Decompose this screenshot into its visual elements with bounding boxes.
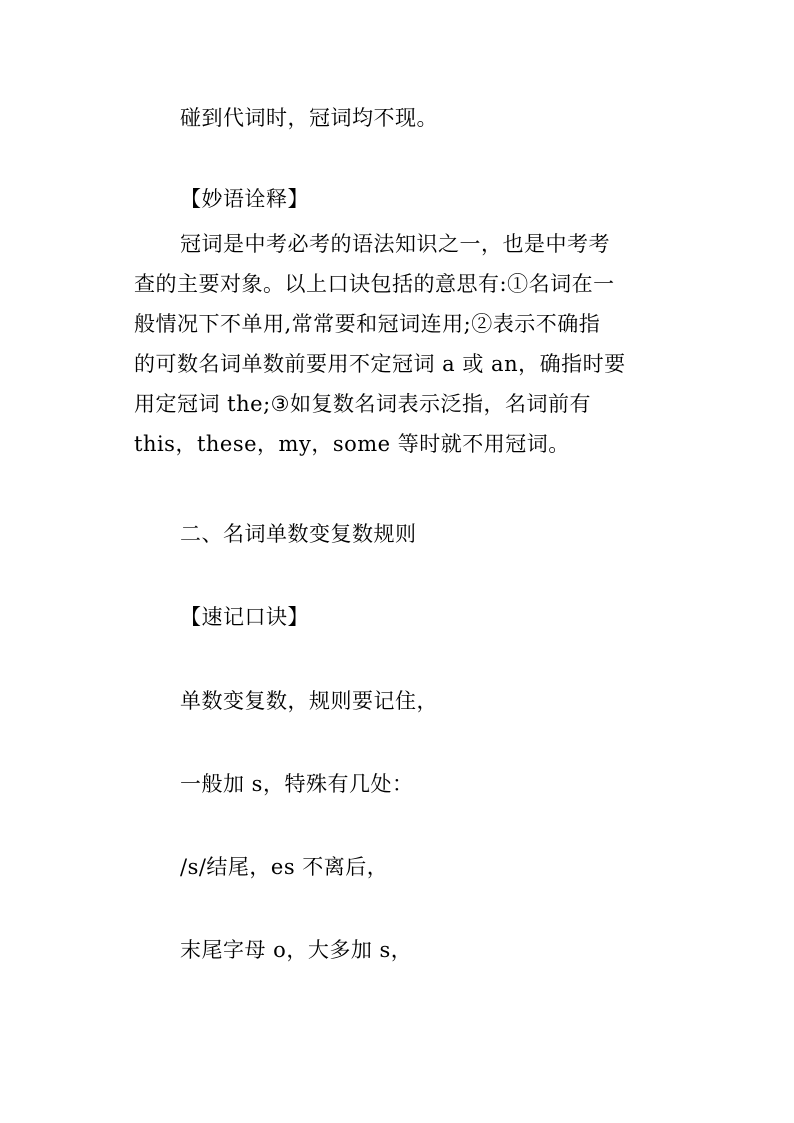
explain-line: 的可数名词单数前要用不定冠词 a 或 an，确指时要 [134, 352, 626, 376]
explain-paragraph [134, 224, 660, 464]
mnemonic-line: /s/结尾，es 不离后， [180, 855, 389, 879]
explain-line: 般情况下不单用,常常要和冠词连用;②表示不确指 [134, 312, 601, 336]
explain-line: this，these，my，some 等时就不用冠词。 [134, 432, 570, 456]
mnemonic-line: 一般加 s，特殊有几处： [180, 772, 414, 796]
pronoun-rule-line: 碰到代词时，冠词均不现。 [180, 106, 438, 130]
section-two-title: 二、名词单数变复数规则 [180, 522, 417, 546]
mnemonic-line: 单数变复数，规则要记住， [180, 689, 438, 713]
mnemonic-line: 末尾字母 o，大多加 s， [180, 938, 413, 962]
mnemonic-heading: 【速记口诀】 [180, 605, 309, 629]
explain-line: 查的主要对象。以上口诀包括的意思有:①名词在一 [134, 272, 615, 296]
explain-line: 用定冠词 the;③如复数名词表示泛指，名词前有 [134, 392, 591, 416]
explain-line: 冠词是中考必考的语法知识之一，也是中考考 [180, 232, 610, 256]
explain-heading: 【妙语诠释】 [180, 187, 309, 211]
